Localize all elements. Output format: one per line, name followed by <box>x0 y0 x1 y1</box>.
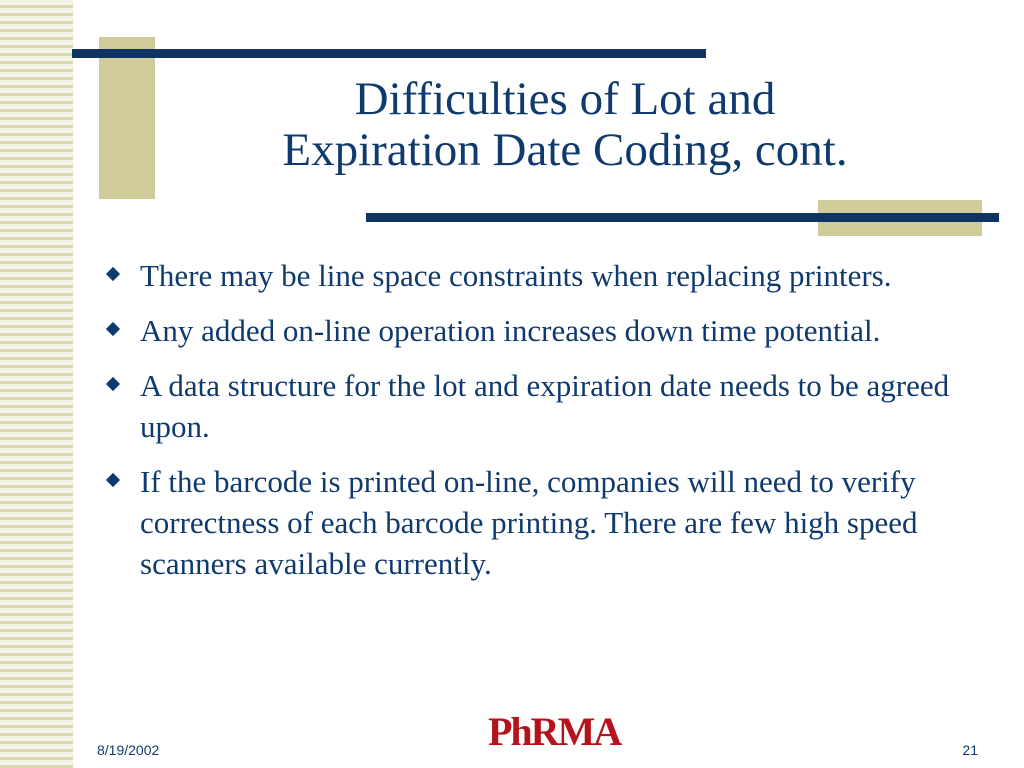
diamond-bullet-icon <box>106 473 120 487</box>
diamond-bullet-icon <box>106 267 120 281</box>
bullet-item <box>104 365 984 447</box>
slide-title-line-1: Difficulties of Lot and <box>354 73 776 125</box>
bullet-item <box>104 461 984 584</box>
footer-date: 8/19/2002 <box>97 742 160 758</box>
diamond-bullet-icon <box>106 377 120 391</box>
bullet-text: There may be line space constraints when replacing printers. <box>140 258 892 293</box>
decorative-navy-line-bottom <box>366 213 999 222</box>
page-number: 21 <box>962 742 978 758</box>
diamond-bullet-icon <box>106 322 120 336</box>
bullet-item <box>104 255 984 296</box>
bullet-list <box>104 255 984 598</box>
slide-title-line-2: Expiration Date Coding, cont. <box>282 124 848 176</box>
phrma-logo: PhRMA <box>488 709 621 754</box>
bullet-item <box>104 310 984 351</box>
bullet-text: Any added on-line operation increases down time potential. <box>140 313 881 348</box>
decorative-stripes <box>0 0 73 768</box>
bullet-text: A data structure for the lot and expiration date needs to be agreed upon. <box>140 368 950 444</box>
decorative-navy-line-top <box>72 49 706 58</box>
slide-title <box>165 74 965 176</box>
bullet-text: If the barcode is printed on-line, companies will need to verify correctness of each barcode printing. There are few high speed scanners available currently. <box>140 464 918 581</box>
decorative-tan-block-left <box>99 37 155 199</box>
